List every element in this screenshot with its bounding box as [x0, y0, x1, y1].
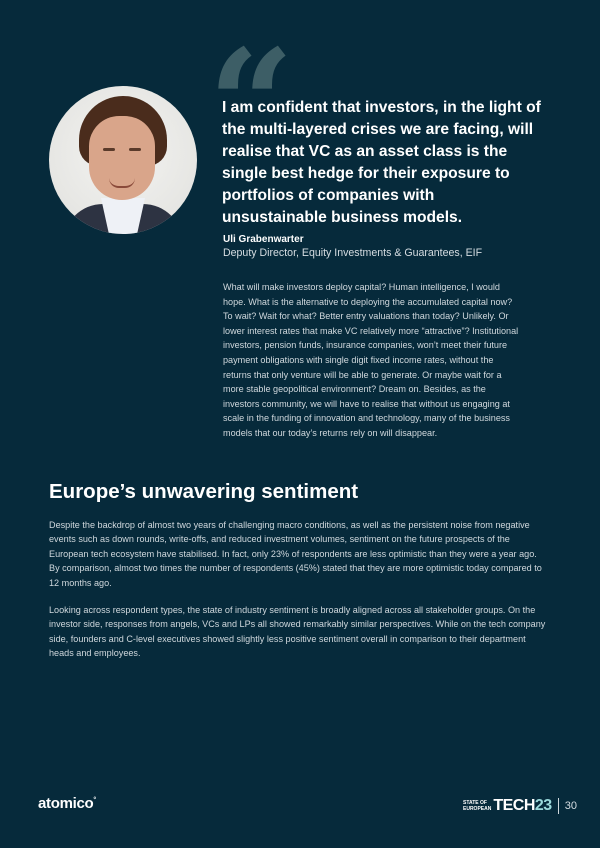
brand-tech: TECH — [493, 797, 535, 814]
brand-line-1: STATE OF — [463, 800, 487, 806]
author-portrait — [49, 86, 197, 234]
brand-year: 23 — [534, 797, 552, 814]
quote-body-text: What will make investors deploy capital? Human intelligence, I would hope. What is the alternative to deploying the accumulated capital now? To wait? Wait for what? Better entry valuations than today? Unlikely. Or lower interest rates that make VC relatively more “attractive”? Institutional investors, pension funds, insurance companies, won’t meet their future payment obligations with single digit fixed income rates, without the returns that only venture will be able to generate. Or maybe wait for a more stable geopolitical environment? Dream on. Besides, as the investors community, we will have to realise that without us engaging at scale in the funding of innovation and technology, many of the business models that our today’s returns rely on will disappear. — [223, 282, 519, 438]
atomico-logo — [38, 795, 96, 812]
report-brand — [463, 797, 577, 815]
logo-text: atomico — [38, 795, 94, 812]
quote-mark-icon: “ — [208, 17, 287, 193]
portrait-eye — [129, 148, 141, 151]
brand-divider — [558, 798, 559, 814]
section-title: Europe’s unwavering sentiment — [49, 480, 359, 503]
quote-author-name: Uli Grabenwarter — [223, 234, 304, 245]
logo-mark-icon: ° — [93, 797, 96, 804]
quote-author-role: Deputy Director, Equity Investments & Guarantees, EIF — [223, 247, 483, 259]
pull-quote: I am confident that investors, in the light of the multi-layered crises we are facing, will realise that VC as an asset class is the single best hedge for their exposure to portfolios of companies with unsustainable business models. — [222, 99, 541, 226]
portrait-eye — [103, 148, 115, 151]
brand-line-2: EUROPEAN — [463, 806, 492, 812]
section-paragraph: Despite the backdrop of almost two years of challenging macro conditions, as well as the persistent noise from negative events such as down rounds, write-offs, and reduced investment volumes, sentiment on the future prospects of the European tech ecosystem have stabilised. In fact, only 23% of respondents are less optimistic than they were a year ago. By comparison, almost two times the number of respondents (45%) stated that they are more optimistic today compared to 12 months ago. — [49, 520, 542, 588]
section-paragraph: Looking across respondent types, the state of industry sentiment is broadly aligned across all stakeholder groups. On the investor side, responses from angels, VCs and LPs all showed remarkably similar perspectives. While on the tech company side, founders and C-level executives showed slightly less positive sentiment overall in comparison to their department heads and employees. — [49, 605, 546, 659]
brand-subtitle — [463, 800, 491, 812]
page-number: 30 — [564, 800, 577, 812]
